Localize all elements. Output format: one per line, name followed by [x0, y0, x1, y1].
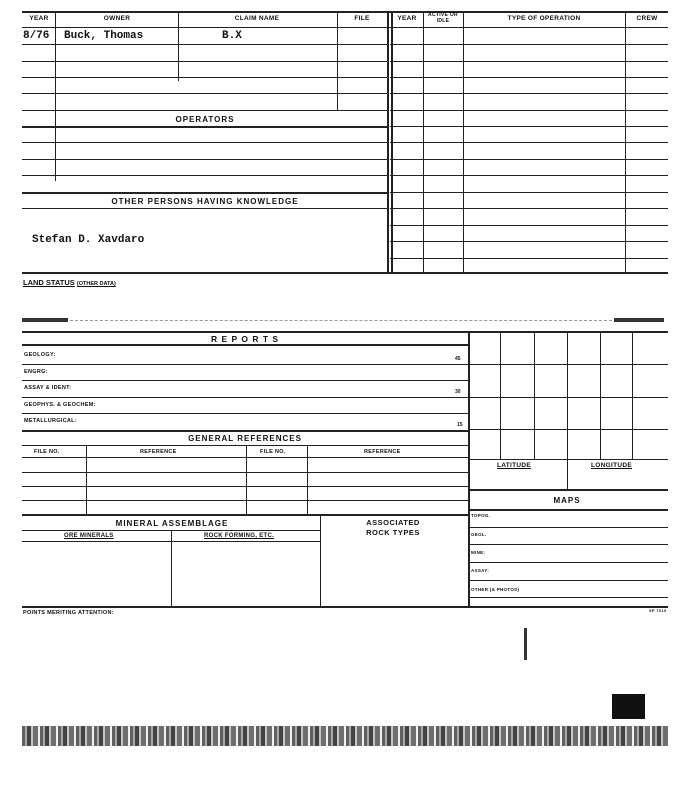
- reports-title: R E P O R T S: [210, 334, 280, 344]
- latitude-label: LATITUDE: [497, 462, 532, 469]
- land-status-subtitle: (OTHER DATA): [76, 281, 116, 287]
- header-crew: CREW: [636, 15, 658, 22]
- genref-col-reference-2: REFERENCE: [364, 449, 401, 455]
- genref-col-file-no-2: FILE NO.: [260, 449, 286, 455]
- longitude-label: LONGITUDE: [591, 462, 632, 469]
- maps-item-mine: MINE:: [471, 550, 486, 555]
- maps-item-other: OTHER (& PHOTOS): [471, 587, 520, 592]
- header-year-2: YEAR: [397, 15, 417, 22]
- entry-owner: Buck, Thomas: [64, 30, 144, 42]
- maps-item-geol: GEOL.: [471, 532, 487, 537]
- scan-smudge-right: [614, 318, 664, 322]
- report-num-geology: 45: [455, 356, 461, 362]
- report-label-geology: GEOLOGY:: [24, 352, 56, 358]
- associated-rock-types-line2: ROCK TYPES: [366, 528, 420, 537]
- associated-rock-types-line1: ASSOCIATED: [366, 518, 420, 527]
- header-claim-name: CLAIM NAME: [234, 15, 280, 22]
- ore-minerals-label: ORE MINERALS: [64, 533, 114, 539]
- genref-col-reference-1: REFERENCE: [140, 449, 177, 455]
- scan-noise-band: [22, 726, 668, 746]
- mineral-assemblage-title: MINERAL ASSEMBLAGE: [115, 519, 229, 528]
- scan-smudge-left: [22, 318, 68, 322]
- scan-block: [612, 694, 645, 719]
- report-label-metallurgical: METALLURGICAL:: [24, 418, 77, 424]
- genref-col-file-no-1: FILE NO.: [34, 449, 60, 455]
- operators-title: OPERATORS: [175, 115, 235, 124]
- header-year: YEAR: [29, 15, 49, 22]
- maps-title: MAPS: [553, 496, 581, 505]
- entry-claim-name: B.X: [222, 30, 242, 42]
- report-label-geophys: GEOPHYS. & GEOCHEM:: [24, 402, 96, 408]
- general-references-title: GENERAL REFERENCES: [188, 434, 302, 443]
- other-persons-title: OTHER PERSONS HAVING KNOWLEDGE: [111, 197, 299, 206]
- maps-item-assay: ASSAY:: [471, 568, 490, 573]
- report-label-engrg: ENGRG:: [24, 369, 48, 375]
- report-label-assay: ASSAY & IDENT:: [24, 385, 72, 391]
- land-status-title: LAND STATUS: [23, 278, 75, 287]
- header-file: FILE: [354, 15, 370, 22]
- other-person-name: Stefan D. Xavdaro: [32, 234, 145, 246]
- maps-item-topog: TOPOG.: [471, 513, 491, 518]
- scan-mark: [524, 628, 527, 660]
- report-num-metallurgical: 15: [457, 422, 463, 428]
- land-status-heading: [23, 278, 116, 287]
- header-active-idle: ACTIVE OR IDLE: [428, 12, 458, 24]
- points-meriting-attention: POINTS MERITING ATTENTION:: [23, 610, 114, 616]
- form-number: SP 7013: [649, 608, 667, 613]
- header-owner: OWNER: [103, 15, 131, 22]
- header-type-of-operation: TYPE OF OPERATION: [507, 15, 581, 22]
- rock-forming-label: ROCK FORMING, ETC.: [204, 533, 275, 539]
- report-num-assay: 30: [455, 389, 461, 395]
- entry-year: 8/76: [23, 30, 50, 42]
